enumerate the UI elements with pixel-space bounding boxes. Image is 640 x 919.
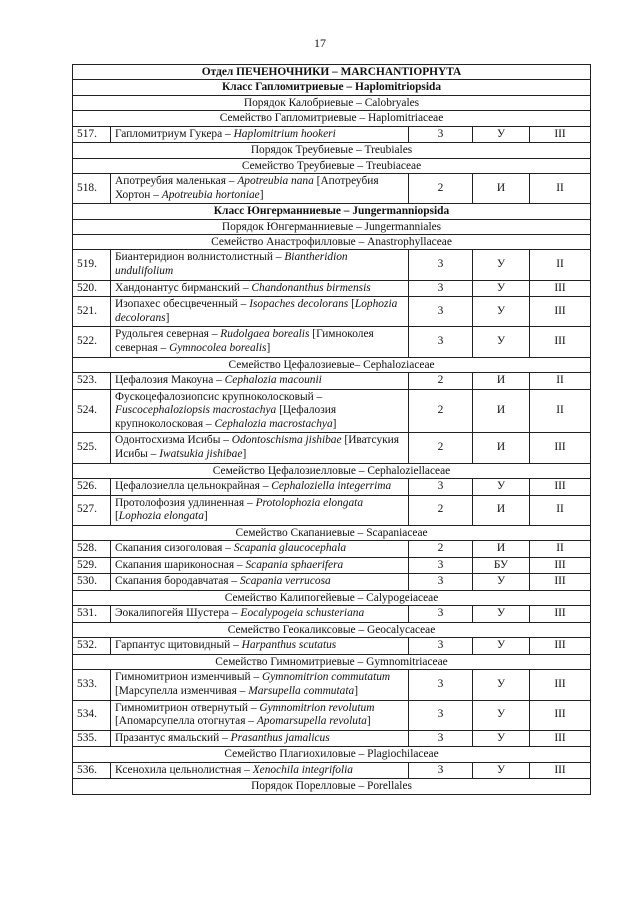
name-text: Порядок Калобриевые – Calobryales [243,96,420,109]
rarity-value: III [530,478,591,495]
latin-name: Prasanthus jamalicus [230,731,330,744]
species-row [73,557,591,574]
rarity-value: III [530,638,591,655]
species-number: 534. [73,700,111,730]
rarity-value: III [530,700,591,730]
species-number: 525. [73,433,111,463]
category-value: 3 [409,478,473,495]
taxon-header-cell [73,80,591,95]
species-number: 521. [73,297,111,327]
name-text: [Иватсукия Исибы – [115,434,400,460]
name-text: Семейство Анастрофилловые – Anastrophyllaceae [211,236,452,249]
latin-name: Haplomitrium hookeri [233,127,336,140]
rarity-value: III [530,327,591,357]
category-value: 3 [409,280,473,297]
taxon-header [73,357,591,372]
name-text: Скапания шариконосная – [115,558,246,571]
status-value: У [473,762,530,779]
species-name [111,730,409,747]
category-value: 3 [409,606,473,623]
name-text: Протолофозия удлиненная – [115,496,256,509]
name-text: Семейство Калипогейевые – Calypogeiaceae [224,591,439,604]
species-name [111,297,409,327]
rarity-value: III [530,280,591,297]
species-name [111,126,409,143]
species-row [73,280,591,297]
taxon-header [73,219,591,234]
name-text: Семейство Гимномитриевые – Gymnomitriaceae [215,655,448,668]
latin-name: Isopaches decolorans [249,298,349,311]
species-row [73,327,591,357]
species-row [73,250,591,280]
species-name [111,557,409,574]
name-text: ] [259,188,264,201]
name-text: ] [354,684,359,697]
name-text: Семейство Плагиохиловые – Plagiochilaceae [224,748,439,761]
latin-name: Marsupella commutata [248,684,355,697]
category-value: 2 [409,174,473,204]
category-value: 2 [409,541,473,558]
latin-name: Lophozia decolorans [115,298,398,324]
taxon-header [73,747,591,762]
status-value: У [473,280,530,297]
taxon-header [73,622,591,637]
species-row [73,638,591,655]
species-row [73,495,591,525]
latin-name: Scapania glaucocephala [233,542,347,555]
taxon-header-cell [73,747,591,762]
taxon-header [73,95,591,110]
name-text: Гимномитрион изменчивый – [115,671,263,684]
name-text: Семейство Цефалозиелловые – Cephaloziellaceae [212,464,451,477]
category-value: 3 [409,297,473,327]
species-row [73,762,591,779]
latin-name: Cephalozia macounii [224,374,322,386]
species-name [111,174,409,204]
status-value: И [473,373,530,390]
latin-name: Biantheridion undulifolium [115,251,348,278]
latin-name: Gymnomitrion commutatum [262,671,391,684]
rarity-value: III [530,574,591,591]
name-text: Порядок Треубиевые – Treubiales [250,144,413,157]
species-row [73,373,591,390]
species-name [111,433,409,463]
name-text: Хандонантус бирманский – [115,281,252,294]
name-text: Гимномитрион отвернутый – [115,701,260,714]
taxon-header-cell [73,143,591,158]
status-value: И [473,389,530,433]
name-text: ] [203,510,208,523]
species-number: 526. [73,478,111,495]
latin-name: Iwatsukia jishibae [159,447,243,460]
category-value: 3 [409,574,473,591]
status-value: И [473,174,530,204]
status-value: У [473,297,530,327]
taxon-header-cell [73,463,591,478]
status-value: У [473,606,530,623]
category-value: 2 [409,495,473,525]
taxon-header [73,463,591,478]
species-number: 518. [73,174,111,204]
name-text: Рудольгея северная – [115,328,221,341]
taxon-header-cell [73,111,591,126]
taxon-header-cell [73,158,591,173]
name-text: [Апомарсупелла отогнутая – [115,715,257,728]
taxon-header-cell [73,219,591,234]
name-text: [Гимноколея северная – [115,328,374,354]
species-name [111,280,409,297]
latin-name: Harpanthus scutatus [241,639,337,652]
taxon-header-cell [73,95,591,110]
taxon-header [73,525,591,540]
species-number: 523. [73,373,111,390]
species-name [111,478,409,495]
taxon-header [73,779,591,794]
latin-name: Apomarsupella revoluta [256,715,367,728]
name-text: Семейство Гапломитриевые – Haplomitriaceae [219,112,444,125]
status-value: У [473,478,530,495]
rarity-value: II [530,389,591,433]
status-value: И [473,433,530,463]
species-row [73,574,591,591]
category-value: 2 [409,373,473,390]
taxon-header [73,111,591,126]
category-value: 3 [409,126,473,143]
name-text: Семейство Треубиевые – Treubiaceae [241,159,422,172]
latin-name: Fuscocephaloziopsis macrostachya [115,404,277,417]
taxon-header [73,143,591,158]
rarity-value: III [530,730,591,747]
category-value: 3 [409,327,473,357]
status-value: У [473,638,530,655]
name-text: Класс Гапломитриевые – Haplomitriopsida [221,81,442,94]
species-table [72,64,591,795]
taxon-header-cell [73,357,591,372]
species-name [111,541,409,558]
name-text: Гарпантус щитовидный – [115,639,242,652]
species-number: 532. [73,638,111,655]
taxon-group-header [73,80,591,95]
species-row [73,297,591,327]
taxon-header-cell [73,204,591,219]
species-number: 517. [73,126,111,143]
rarity-value: III [530,606,591,623]
name-text: Цефалозиелла цельнокрайная – [115,479,272,492]
species-name [111,700,409,730]
status-value: У [473,700,530,730]
species-number: 522. [73,327,111,357]
species-row [73,670,591,700]
status-value: БУ [473,557,530,574]
taxon-header-cell [73,779,591,794]
taxon-group-header [73,204,591,219]
rarity-value: III [530,433,591,463]
taxon-header-cell [73,622,591,637]
species-name [111,389,409,433]
species-name [111,574,409,591]
category-value: 3 [409,638,473,655]
name-text: ] [366,715,371,728]
category-value: 3 [409,557,473,574]
name-text: Празантус ямальский – [115,731,231,744]
name-text: Фускоцефалозиопсис крупноколосковый – [115,390,323,403]
name-text: Отдел ПЕЧЕНОЧНИКИ – MARCHANTIOPHYTA [201,66,462,78]
species-row [73,541,591,558]
species-row [73,126,591,143]
category-value: 2 [409,433,473,463]
name-text: [Апотреубия Хортон – [115,175,379,201]
name-text: Скапания сизоголовая – [115,542,234,555]
rarity-value: III [530,557,591,574]
taxon-header-cell [73,590,591,605]
latin-name: Protolophozia elongata [255,496,364,509]
page-number: 17 [314,36,326,50]
status-value: У [473,730,530,747]
species-name [111,606,409,623]
name-text: Биантеридион волнистолистный – [115,251,285,264]
status-value: У [473,574,530,591]
rarity-value: III [530,762,591,779]
species-table-body [73,65,591,795]
latin-name: Apotreubia hortoniae [161,188,260,201]
name-text: Эокалипогейя Шустера – [115,607,241,620]
name-text: [ [115,510,119,523]
species-name [111,373,409,390]
latin-name: Cephalozia macrostachya [214,417,333,430]
species-number: 528. [73,541,111,558]
rarity-value: II [530,174,591,204]
status-value: У [473,327,530,357]
name-text: Апотреубия маленькая – [115,175,238,188]
status-value: У [473,126,530,143]
species-number: 531. [73,606,111,623]
species-row [73,606,591,623]
rarity-value: II [530,373,591,390]
rarity-value: III [530,297,591,327]
name-text: [ [348,298,355,311]
latin-name: Apotreubia nana [237,175,314,188]
latin-name: Rudolgaea borealis [220,328,310,341]
species-name [111,638,409,655]
latin-name: Chandonanthus birmensis [251,281,371,294]
name-text: ] [332,417,337,430]
species-name [111,495,409,525]
rarity-value: II [530,250,591,280]
species-number: 535. [73,730,111,747]
species-row [73,433,591,463]
name-text: Изопахес обесцвеченный – [115,298,250,311]
name-text: ] [242,447,247,460]
rarity-value: II [530,541,591,558]
species-number: 530. [73,574,111,591]
taxon-header-cell [73,65,591,80]
name-text: Семейство Цефалозиевые– Cephaloziaceae [228,358,435,371]
taxon-header-cell [73,525,591,540]
name-text: Скапания бородавчатая – [115,575,240,588]
species-row [73,478,591,495]
latin-name: Gymnomitrion revolutum [259,701,375,714]
species-number: 520. [73,280,111,297]
name-text: Одонтосхизма Исибы – [115,434,232,447]
latin-name: Gymnocolea borealis [169,342,267,354]
category-value: 2 [409,389,473,433]
name-text: Порядок Юнгерманниевые – Jungermanniales [221,220,442,233]
species-number: 536. [73,762,111,779]
species-name [111,670,409,700]
species-number: 527. [73,495,111,525]
species-row [73,700,591,730]
name-text: Гапломитриум Гукера – [115,127,234,140]
status-value: У [473,670,530,700]
species-row [73,174,591,204]
name-text: Ксенохила цельнолистная – [115,763,253,776]
taxon-header [73,235,591,250]
taxon-group-header [73,65,591,80]
latin-name: Xenochila integrifolia [252,763,354,776]
taxon-header-cell [73,235,591,250]
species-row [73,730,591,747]
name-text: [Цефалозия крупноколосковая – [115,404,337,430]
name-text: Цефалозия Макоуна – [115,374,225,386]
name-text: Семейство Геокаликсовые – Geocalycaceae [227,623,436,636]
taxon-header [73,654,591,669]
species-number: 529. [73,557,111,574]
rarity-value: III [530,126,591,143]
category-value: 3 [409,670,473,700]
category-value: 3 [409,250,473,280]
latin-name: Scapania sphaerifera [245,558,344,571]
rarity-value: III [530,670,591,700]
name-text: Семейство Скапаниевые – Scapaniaceae [235,526,428,539]
latin-name: Lophozia elongata [118,510,204,523]
latin-name: Odontoschisma jishibae [231,434,342,447]
rarity-value: II [530,495,591,525]
species-number: 519. [73,250,111,280]
species-row [73,389,591,433]
category-value: 3 [409,730,473,747]
taxon-header-cell [73,654,591,669]
taxon-header [73,158,591,173]
name-text: ] [266,342,271,354]
category-value: 3 [409,700,473,730]
status-value: И [473,495,530,525]
name-text: ] [165,311,170,324]
name-text: Порядок Порелловые – Porellales [251,780,412,793]
latin-name: Cephaloziella integerrima [271,479,392,492]
species-number: 533. [73,670,111,700]
status-value: И [473,541,530,558]
species-name [111,327,409,357]
status-value: У [473,250,530,280]
species-name [111,762,409,779]
latin-name: Eocalypogeia schusteriana [240,607,365,620]
name-text: Класс Юнгерманниевые – Jungermanniopsida [213,205,450,218]
species-number: 524. [73,389,111,433]
latin-name: Scapania verrucosa [239,575,331,588]
taxon-header [73,590,591,605]
name-text: [Марсупелла изменчивая – [115,684,249,697]
category-value: 3 [409,762,473,779]
species-name [111,250,409,280]
